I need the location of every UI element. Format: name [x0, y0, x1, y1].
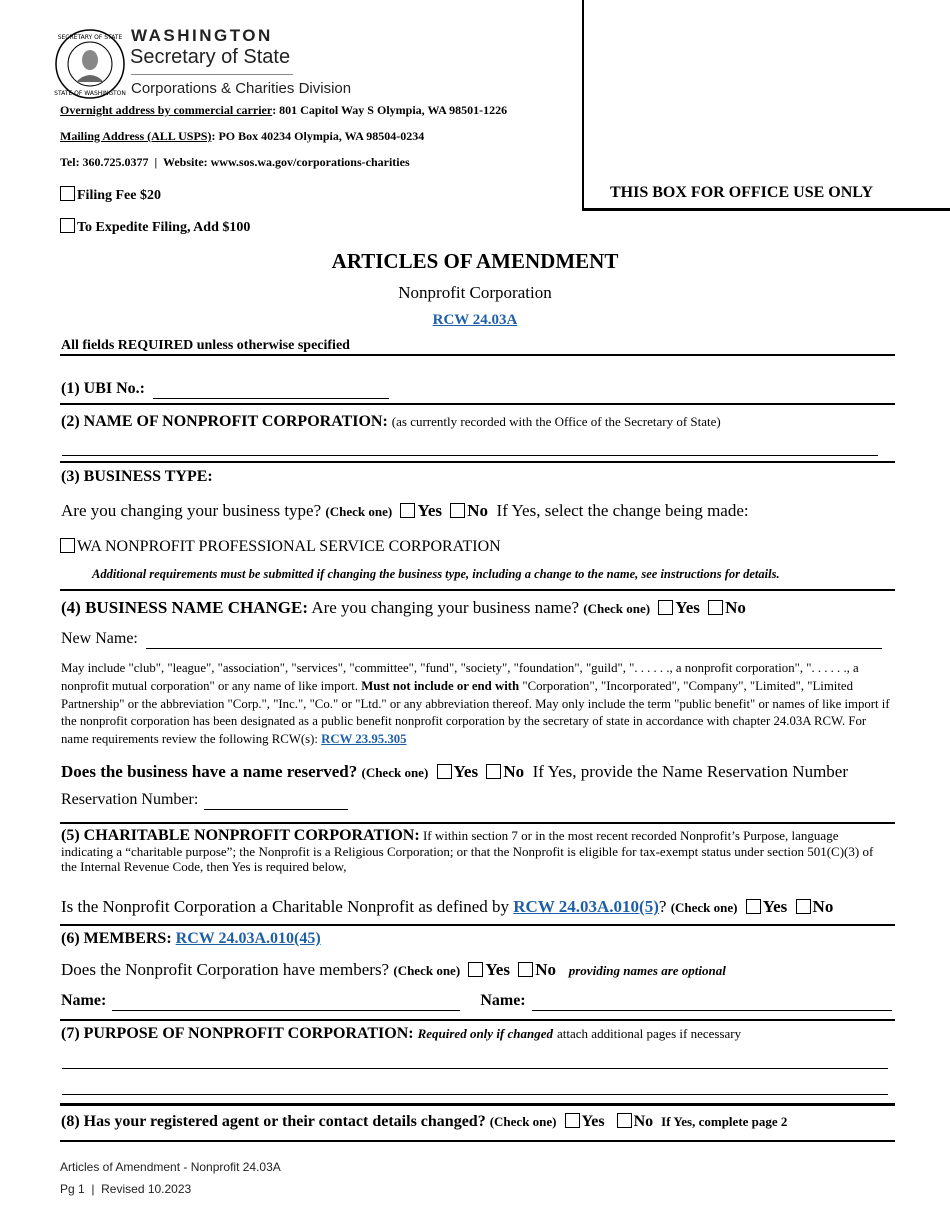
member-name-field-2[interactable] — [532, 992, 892, 1011]
rcw-link[interactable]: RCW 24.03A — [432, 312, 518, 328]
form-title: ARTICLES OF AMENDMENT — [331, 249, 619, 273]
filing-fee: Filing Fee $20 — [56, 186, 161, 204]
business-type-note: Additional requirements must be submitted if changing the business type, including a change to the name, see instructions for details. — [92, 567, 780, 581]
charitable-section: (5) CHARITABLE NONPROFIT CORPORATION: If within section 7 or in the most recent recorded Nonprofit’s Purpose, language indicating a “charitable purpose”; the Nonprofit is a Religious Corporation; or that the Nonprofit is eligible for tax-exempt status under section 501(C)(3) of the Internal Revenue Code, then Yes is required below, — [61, 827, 874, 874]
agent-change-no-checkbox[interactable] — [617, 1113, 632, 1128]
agent-change-row: (8) Has your registered agent or their contact details changed? (Check one) Yes No If Yes, complete page 2 — [61, 1113, 788, 1130]
purpose-field-1[interactable] — [62, 1068, 888, 1069]
rule — [60, 1019, 895, 1021]
charitable-no-checkbox[interactable] — [796, 899, 811, 914]
filing-fee-checkbox[interactable] — [60, 186, 75, 201]
ubi-field[interactable] — [153, 380, 389, 399]
logo-divider — [131, 74, 293, 75]
required-note: All fields REQUIRED unless otherwise specified — [61, 338, 350, 353]
name-change-yes-checkbox[interactable] — [658, 600, 673, 615]
new-name-row: New Name: — [61, 630, 882, 649]
nonprofit-name-label: (2) NAME OF NONPROFIT CORPORATION: (as currently recorded with the Office of the Secretary of State) — [61, 413, 721, 430]
professional-service-option: WA NONPROFIT PROFESSIONAL SERVICE CORPORATION — [56, 538, 501, 556]
rule — [60, 354, 895, 356]
svg-text:STATE OF WASHINGTON: STATE OF WASHINGTON — [54, 90, 126, 97]
office-name: Secretary of State — [130, 46, 291, 68]
state-seal-icon — [54, 28, 126, 100]
member-name-field-1[interactable] — [112, 992, 460, 1011]
office-use-label: THIS BOX FOR OFFICE USE ONLY — [610, 184, 874, 201]
business-type-no-checkbox[interactable] — [450, 503, 465, 518]
contact-info: Tel: 360.725.0377 | Website: www.sos.wa.gov/corporations-charities — [60, 155, 410, 169]
charitable-yes-checkbox[interactable] — [746, 899, 761, 914]
expedite-checkbox[interactable] — [60, 218, 75, 233]
business-type-label: (3) BUSINESS TYPE: — [61, 468, 213, 485]
nonprofit-name-field[interactable] — [62, 455, 878, 456]
member-name-row: Name: Name: — [61, 992, 892, 1011]
new-name-field[interactable] — [146, 630, 882, 649]
rule — [60, 589, 895, 591]
members-yes-checkbox[interactable] — [468, 962, 483, 977]
reservation-number-field[interactable] — [204, 791, 348, 810]
reserved-yes-checkbox[interactable] — [437, 764, 452, 779]
rule — [60, 403, 895, 405]
rcw-24-03a-010-5-link[interactable]: RCW 24.03A.010(5) — [513, 897, 659, 916]
office-use-box — [582, 0, 950, 211]
footer-page-info: Pg 1 | Revised 10.2023 — [60, 1182, 192, 1196]
business-type-yes-checkbox[interactable] — [400, 503, 415, 518]
reserved-no-checkbox[interactable] — [486, 764, 501, 779]
division-name: Corporations & Charities Division — [131, 80, 352, 97]
rule — [60, 461, 895, 463]
rule — [60, 1103, 895, 1106]
members-question: Does the Nonprofit Corporation have members? (Check one) Yes No providing names are optional — [61, 960, 726, 979]
rcw-24-03a-010-45-link[interactable]: RCW 24.03A.010(45) — [175, 930, 321, 947]
rule — [60, 924, 895, 926]
ubi-label: (1) UBI No.: — [61, 380, 389, 399]
members-label: (6) MEMBERS: RCW 24.03A.010(45) — [61, 930, 321, 947]
agent-change-yes-checkbox[interactable] — [565, 1113, 580, 1128]
name-change-row: (4) BUSINESS NAME CHANGE: Are you changing your business name? (Check one) Yes No — [61, 598, 746, 617]
state-name: WASHINGTON — [131, 26, 273, 45]
name-requirements: May include "club", "league", "association", "services", "committee", "fund", "society", "foundation", "guild", ". . . . . ., a nonprofit corporation", ". . . . . ., a nonprofit mutual corporation" or any name of like import. Must not include or end with "Corporation", "Incorporated", "Company", "Limited", "Limited Partnership" or the abbreviation "Corp.", "Inc.", "Co." or "Ltd." or any abbreviation thereof. May only include the term "public benefit" or names of like import if the nonprofit corporation has been designated as a public benefit nonprofit corporation by the secretary of state in accordance with chapter 24.03A RCW. For name requirements review the following RCW(s): RCW 23.95.305 — [61, 661, 890, 747]
reservation-number-row: Reservation Number: — [61, 791, 348, 810]
mailing-address: Mailing Address (ALL USPS): PO Box 40234 Olympia, WA 98504-0234 — [60, 129, 425, 143]
rcw-23-95-305-link[interactable]: RCW 23.95.305 — [321, 732, 407, 747]
business-type-question: Are you changing your business type? (Check one) Yes No If Yes, select the change being made: — [61, 501, 749, 520]
purpose-label: (7) PURPOSE OF NONPROFIT CORPORATION: Required only if changed attach additional pages if necessary — [61, 1025, 742, 1042]
professional-service-checkbox[interactable] — [60, 538, 75, 553]
form-subtitle: Nonprofit Corporation — [398, 283, 552, 302]
expedite-fee: To Expedite Filing, Add $100 — [56, 218, 250, 236]
name-change-no-checkbox[interactable] — [708, 600, 723, 615]
members-no-checkbox[interactable] — [518, 962, 533, 977]
name-reserved-row: Does the business have a name reserved? (Check one) Yes No If Yes, provide the Name Reservation Number — [61, 762, 848, 781]
svg-text:SECRETARY OF STATE: SECRETARY OF STATE — [57, 34, 123, 41]
rule — [60, 822, 895, 824]
rule — [60, 1140, 895, 1142]
charitable-question: Is the Nonprofit Corporation a Charitable Nonprofit as defined by RCW 24.03A.010(5)? (Check one) Yes No — [61, 897, 834, 916]
purpose-field-2[interactable] — [62, 1094, 888, 1095]
overnight-address: Overnight address by commercial carrier: 801 Capitol Way S Olympia, WA 98501-1226 — [60, 103, 508, 117]
footer-form-name: Articles of Amendment - Nonprofit 24.03A — [60, 1160, 281, 1174]
